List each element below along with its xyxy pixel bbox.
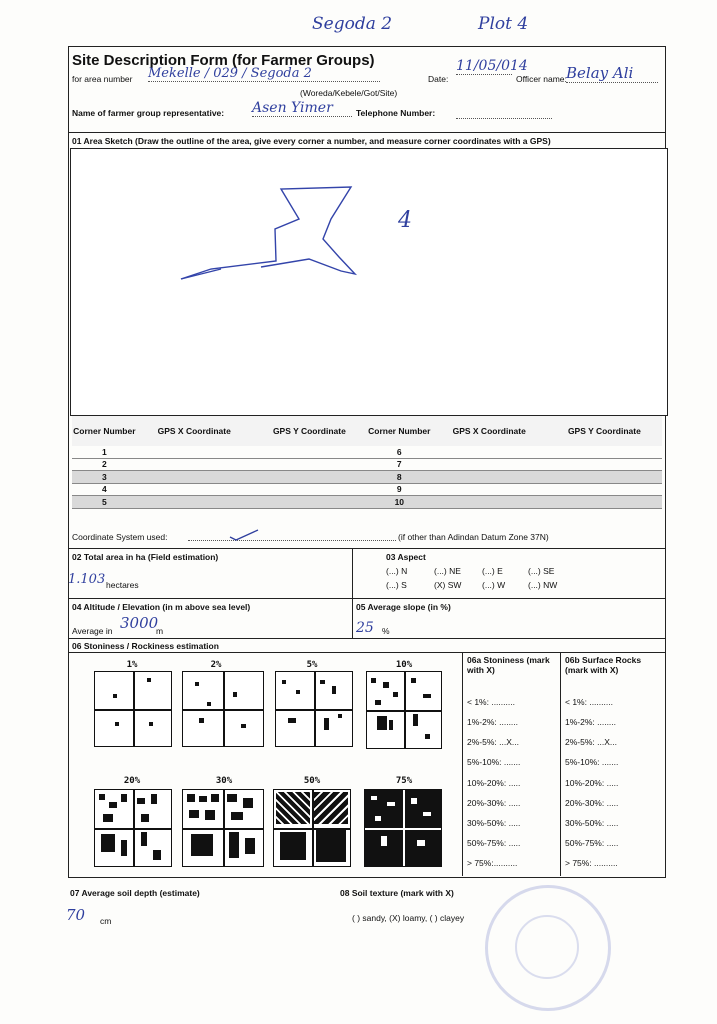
stoniness-pattern-5pct	[275, 671, 353, 747]
table-row	[72, 496, 662, 509]
altitude-heading: 04 Altitude / Elevation (in m above sea level)	[72, 602, 251, 612]
aspect-ne[interactable]: (...) NE	[434, 566, 461, 576]
stoniness-option[interactable]: 5%-10%: .......	[467, 757, 521, 767]
pattern-label: 1%	[126, 660, 138, 670]
stoniness-option[interactable]: 10%-20%: .....	[467, 778, 521, 788]
corner-number: 3	[72, 471, 137, 484]
coord-system-field[interactable]	[188, 540, 396, 541]
corner-number: 1	[72, 446, 137, 458]
surface-rocks-option[interactable]: 50%-75%: .....	[565, 838, 619, 848]
col-x-right: GPS X Coordinate	[432, 416, 547, 446]
pattern-label: 20%	[123, 776, 141, 786]
soil-depth-value[interactable]: 70	[66, 906, 86, 924]
surface-rocks-col-title: 06b Surface Rocks (mark with X)	[565, 655, 642, 675]
gps-y-cell[interactable]	[547, 483, 662, 496]
pattern-label: 2%	[210, 660, 222, 670]
corner-number: 8	[367, 471, 432, 484]
stoniness-option[interactable]: 20%-30%: .....	[467, 798, 521, 808]
gps-x-cell[interactable]	[432, 471, 547, 484]
stoniness-pattern-2pct	[182, 671, 264, 747]
slope-value[interactable]: 25	[356, 620, 374, 636]
rep-label: Name of farmer group representative:	[72, 108, 225, 118]
area-number-field[interactable]: Mekelle / 029 / Segoda 2	[148, 66, 380, 82]
gps-y-cell[interactable]	[252, 471, 367, 484]
corner-number: 5	[72, 496, 137, 509]
surface-rocks-option[interactable]: 20%-30%: .....	[565, 798, 619, 808]
surface-rocks-option[interactable]: 2%-5%: ...X...	[565, 737, 617, 747]
slope-unit: %	[382, 626, 390, 636]
surface-rocks-option[interactable]: > 75%: ..........	[565, 858, 618, 868]
handwritten-plot: Plot 4	[478, 14, 529, 34]
table-row	[72, 471, 662, 484]
official-stamp-inner	[515, 915, 579, 979]
corner-number: 6	[367, 446, 432, 458]
area-number-hint: (Woreda/Kebele/Got/Site)	[300, 88, 398, 98]
soil-texture-options[interactable]: ( ) sandy, (X) loamy, ( ) clayey	[352, 913, 465, 923]
pattern-label: 30%	[215, 776, 233, 786]
area-heading: 02 Total area in ha (Field estimation)	[72, 552, 219, 562]
sketch-heading: 01 Area Sketch (Draw the outline of the area, give every corner a number, and measure corner coordinates with a GPS)	[72, 136, 551, 146]
aspect-sw[interactable]: (X) SW	[434, 580, 462, 590]
pattern-label: 10%	[395, 660, 413, 670]
gps-x-cell[interactable]	[432, 446, 547, 458]
soil-depth-unit: cm	[100, 916, 112, 926]
coord-system-suffix: (if other than Adindan Datum Zone 37N)	[398, 532, 549, 542]
area-sketch-box[interactable]	[70, 148, 668, 416]
area-number-label: for area number	[72, 74, 133, 84]
stoniness-option[interactable]: 30%-50%: .....	[467, 818, 521, 828]
corner-number: 10	[367, 496, 432, 509]
col-y-left: GPS Y Coordinate	[252, 416, 367, 446]
corner-number: 9	[367, 483, 432, 496]
altitude-unit: m	[156, 626, 164, 636]
phone-field[interactable]	[456, 118, 552, 119]
area-value[interactable]: 1.103	[68, 572, 106, 587]
stoniness-pattern-50pct	[273, 789, 351, 867]
pattern-label: 5%	[306, 660, 318, 670]
table-row	[72, 483, 662, 496]
gps-coordinate-table	[72, 416, 662, 509]
stoniness-option[interactable]: 50%-75%: .....	[467, 838, 521, 848]
corner-number: 7	[367, 458, 432, 471]
gps-x-cell[interactable]	[432, 483, 547, 496]
aspect-n[interactable]: (...) N	[386, 566, 408, 576]
table-row	[72, 446, 662, 458]
sketch-number-mark: 4	[398, 208, 412, 233]
gps-y-cell[interactable]	[547, 446, 662, 458]
rep-field[interactable]: Asen Yimer	[252, 100, 352, 117]
gps-y-cell[interactable]	[252, 446, 367, 458]
stoniness-pattern-20pct	[94, 789, 172, 867]
surface-rocks-option[interactable]: 1%-2%: ........	[565, 717, 617, 727]
col-x-left: GPS X Coordinate	[137, 416, 252, 446]
coord-system-label: Coordinate System used:	[72, 532, 168, 542]
gps-x-cell[interactable]	[432, 458, 547, 471]
stoniness-pattern-30pct	[182, 789, 264, 867]
gps-y-cell[interactable]	[252, 496, 367, 509]
gps-y-cell[interactable]	[252, 458, 367, 471]
aspect-nw[interactable]: (...) NW	[528, 580, 558, 590]
stoniness-option[interactable]: 1%-2%: ........	[467, 717, 519, 727]
gps-y-cell[interactable]	[547, 496, 662, 509]
stoniness-option[interactable]: > 75%:..........	[467, 858, 518, 868]
handwritten-segoda: Segoda 2	[312, 14, 393, 34]
pattern-label: 75%	[395, 776, 413, 786]
gps-y-cell[interactable]	[547, 458, 662, 471]
surface-rocks-option[interactable]: 5%-10%: .......	[565, 757, 619, 767]
officer-field[interactable]: Belay Ali	[566, 64, 658, 83]
col-y-right: GPS Y Coordinate	[547, 416, 662, 446]
sketch-outline	[71, 149, 667, 415]
slope-heading: 05 Average slope (in %)	[356, 602, 451, 612]
area-unit: hectares	[106, 580, 139, 590]
gps-y-cell[interactable]	[252, 483, 367, 496]
soil-depth-heading: 07 Average soil depth (estimate)	[70, 888, 200, 898]
soil-texture-heading: 08 Soil texture (mark with X)	[340, 888, 454, 898]
surface-rocks-option[interactable]: 10%-20%: .....	[565, 778, 619, 788]
aspect-w[interactable]: (...) W	[482, 580, 506, 590]
stoniness-pattern-1pct	[94, 671, 172, 747]
table-row	[72, 458, 662, 471]
gps-x-cell[interactable]	[137, 471, 252, 484]
aspect-e[interactable]: (...) E	[482, 566, 503, 576]
aspect-se[interactable]: (...) SE	[528, 566, 555, 576]
gps-x-cell[interactable]	[137, 496, 252, 509]
phone-label: Telephone Number:	[356, 108, 436, 118]
officer-label: Officer name:	[516, 74, 567, 84]
stoniness-pattern-10pct	[366, 671, 442, 749]
gps-x-cell[interactable]	[137, 458, 252, 471]
gps-x-cell[interactable]	[137, 446, 252, 458]
stoniness-option[interactable]: < 1%: ..........	[467, 697, 515, 707]
form-title: Site Description Form (for Farmer Groups)	[72, 52, 375, 69]
stoniness-heading: 06 Stoniness / Rockiness estimation	[72, 641, 219, 651]
stoniness-col-title: 06a Stoniness (mark with X)	[467, 655, 550, 675]
pattern-label: 50%	[303, 776, 321, 786]
gps-x-cell[interactable]	[137, 483, 252, 496]
corner-number: 2	[72, 458, 137, 471]
surface-rocks-option[interactable]: < 1%: ..........	[565, 697, 613, 707]
surface-rocks-option[interactable]: 30%-50%: .....	[565, 818, 619, 828]
gps-y-cell[interactable]	[547, 471, 662, 484]
corner-number: 4	[72, 483, 137, 496]
aspect-heading: 03 Aspect	[386, 552, 426, 562]
stoniness-pattern-75pct	[364, 789, 442, 867]
stoniness-option[interactable]: 2%-5%: ...X...	[467, 737, 519, 747]
col-corner-left: Corner Number	[72, 416, 137, 446]
date-label: Date:	[428, 74, 449, 84]
altitude-prefix: Average in	[72, 626, 113, 636]
checkmark-icon	[228, 528, 288, 542]
date-field[interactable]: 11/05/014	[456, 58, 528, 74]
altitude-value[interactable]: 3000	[120, 614, 159, 632]
col-corner-right: Corner Number	[367, 416, 432, 446]
gps-x-cell[interactable]	[432, 496, 547, 509]
aspect-s[interactable]: (...) S	[386, 580, 407, 590]
